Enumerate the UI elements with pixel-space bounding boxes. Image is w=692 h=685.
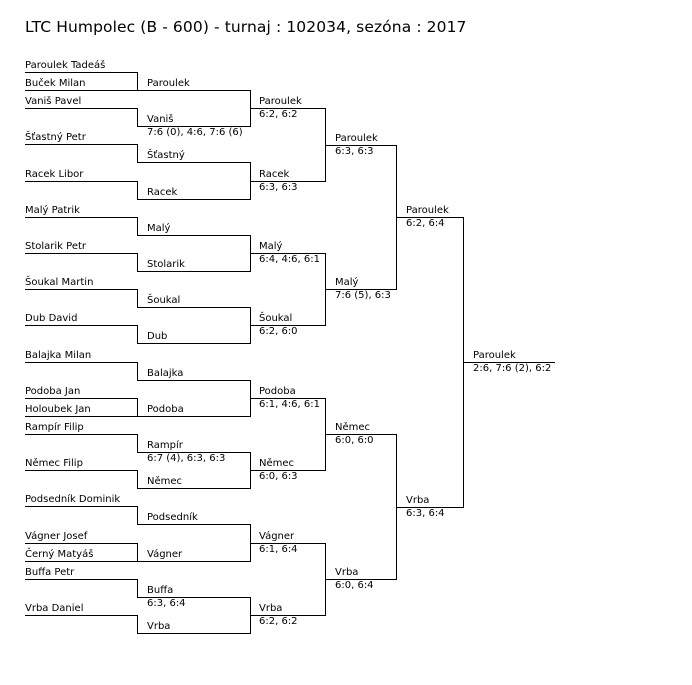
round1-winner: Racek <box>147 187 178 198</box>
round2-winner: Racek <box>259 169 290 180</box>
semifinal-winner: Paroulek <box>406 205 449 216</box>
draw-line <box>25 561 137 562</box>
round1-winner: Stolarik <box>147 259 185 270</box>
draw-line <box>25 325 137 326</box>
r1-connector <box>137 217 138 236</box>
player-name: Šoukal Martin <box>25 277 94 288</box>
round3-winner: Paroulek <box>335 133 378 144</box>
round1-winner: Vaniš <box>147 114 174 125</box>
r1-connector <box>137 72 138 91</box>
player-name: Stolarik Petr <box>25 241 87 252</box>
player-name: Vágner Josef <box>25 531 88 542</box>
r1-line <box>137 90 250 91</box>
player-name: Podsedník Dominik <box>25 494 121 505</box>
r1-line <box>137 162 250 163</box>
round2-winner: Podoba <box>259 386 296 397</box>
r1-line <box>137 235 250 236</box>
round1-winner: Podsedník <box>147 512 198 523</box>
round3-score: 6:3, 6:3 <box>335 146 374 157</box>
round3-winner: Vrba <box>335 567 359 578</box>
round1-winner: Vágner <box>147 549 183 560</box>
draw-line <box>25 253 137 254</box>
round2-score: 6:2, 6:2 <box>259 109 298 120</box>
player-name: Vaniš Pavel <box>25 96 82 107</box>
round2-winner: Němec <box>259 458 295 469</box>
round3-score: 6:0, 6:0 <box>335 435 374 446</box>
draw-line <box>25 72 137 73</box>
round2-score: 6:1, 4:6, 6:1 <box>259 399 320 410</box>
round2-winner: Vrba <box>259 603 283 614</box>
round2-winner: Vágner <box>259 531 295 542</box>
round1-winner: Paroulek <box>147 78 190 89</box>
round1-winner: Malý <box>147 223 171 234</box>
r1-connector <box>137 289 138 308</box>
player-name: Dub David <box>25 313 78 324</box>
round1-winner: Šťastný <box>147 150 185 161</box>
round2-score: 6:2, 6:2 <box>259 616 298 627</box>
r1-connector <box>137 615 138 634</box>
player-name: Černý Matyáš <box>25 549 94 560</box>
player-name: Rampír Filip <box>25 422 84 433</box>
r1-line <box>137 633 250 634</box>
player-name: Podoba Jan <box>25 386 81 397</box>
r1-connector <box>137 470 138 489</box>
round2-score: 6:2, 6:0 <box>259 326 298 337</box>
round1-winner: Vrba <box>147 621 171 632</box>
draw-line <box>25 470 137 471</box>
draw-line <box>25 90 137 91</box>
draw-line <box>25 181 137 182</box>
r1-line <box>137 416 250 417</box>
draw-line <box>25 108 137 109</box>
draw-line <box>25 434 137 435</box>
round3-winner: Malý <box>335 277 359 288</box>
player-name: Vrba Daniel <box>25 603 84 614</box>
r1-connector <box>137 362 138 381</box>
final-score: 2:6, 7:6 (2), 6:2 <box>473 363 552 374</box>
round3-score: 7:6 (5), 6:3 <box>335 290 391 301</box>
r1-line <box>137 343 250 344</box>
r1-connector <box>137 579 138 598</box>
round2-winner: Šoukal <box>259 313 293 324</box>
round1-score: 7:6 (0), 4:6, 7:6 (6) <box>147 127 243 138</box>
draw-line <box>25 289 137 290</box>
semifinal-score: 6:2, 6:4 <box>406 218 445 229</box>
r1-line <box>137 380 250 381</box>
semifinal-score: 6:3, 6:4 <box>406 508 445 519</box>
r1-connector <box>137 543 138 562</box>
round3-score: 6:0, 6:4 <box>335 580 374 591</box>
player-name: Racek Libor <box>25 169 84 180</box>
draw-line <box>25 506 137 507</box>
player-name: Malý Patrik <box>25 205 80 216</box>
tournament-title: LTC Humpolec (B - 600) - turnaj : 102034, sezóna : 2017 <box>25 18 467 36</box>
draw-line <box>25 615 137 616</box>
draw-line <box>25 362 137 363</box>
draw-line <box>25 217 137 218</box>
draw-line <box>25 579 137 580</box>
round1-winner: Němec <box>147 476 183 487</box>
r1-connector <box>137 434 138 453</box>
r1-connector <box>137 506 138 525</box>
round1-winner: Rampír <box>147 440 183 451</box>
player-name: Paroulek Tadeáš <box>25 60 106 71</box>
draw-line <box>25 144 137 145</box>
champion-name: Paroulek <box>473 350 516 361</box>
r1-line <box>137 199 250 200</box>
semifinal-winner: Vrba <box>406 495 430 506</box>
r1-connector <box>137 325 138 344</box>
r1-connector <box>137 398 138 417</box>
draw-line <box>25 543 137 544</box>
player-name: Šťastný Petr <box>25 132 86 143</box>
round1-score: 6:3, 6:4 <box>147 598 186 609</box>
player-name: Němec Filip <box>25 458 83 469</box>
round1-score: 6:7 (4), 6:3, 6:3 <box>147 453 226 464</box>
r1-line <box>137 561 250 562</box>
round3-winner: Němec <box>335 422 371 433</box>
r1-connector <box>137 108 138 127</box>
round2-score: 6:0, 6:3 <box>259 471 298 482</box>
r1-connector <box>137 253 138 272</box>
round2-score: 6:4, 4:6, 6:1 <box>259 254 320 265</box>
round2-score: 6:3, 6:3 <box>259 182 298 193</box>
r1-line <box>137 271 250 272</box>
round1-winner: Šoukal <box>147 295 181 306</box>
r1-line <box>137 524 250 525</box>
player-name: Buček Milan <box>25 78 86 89</box>
r1-line <box>137 488 250 489</box>
draw-line <box>25 416 137 417</box>
round1-winner: Podoba <box>147 404 184 415</box>
round1-winner: Dub <box>147 331 168 342</box>
r1-line <box>137 307 250 308</box>
round2-winner: Malý <box>259 241 283 252</box>
player-name: Holoubek Jan <box>25 404 91 415</box>
round1-winner: Balajka <box>147 368 184 379</box>
round1-winner: Buffa <box>147 585 174 596</box>
r1-connector <box>137 181 138 200</box>
draw-line <box>25 398 137 399</box>
player-name: Buffa Petr <box>25 567 75 578</box>
player-name: Balajka Milan <box>25 350 92 361</box>
r1-connector <box>137 144 138 163</box>
round2-score: 6:1, 6:4 <box>259 544 298 555</box>
round2-winner: Paroulek <box>259 96 302 107</box>
